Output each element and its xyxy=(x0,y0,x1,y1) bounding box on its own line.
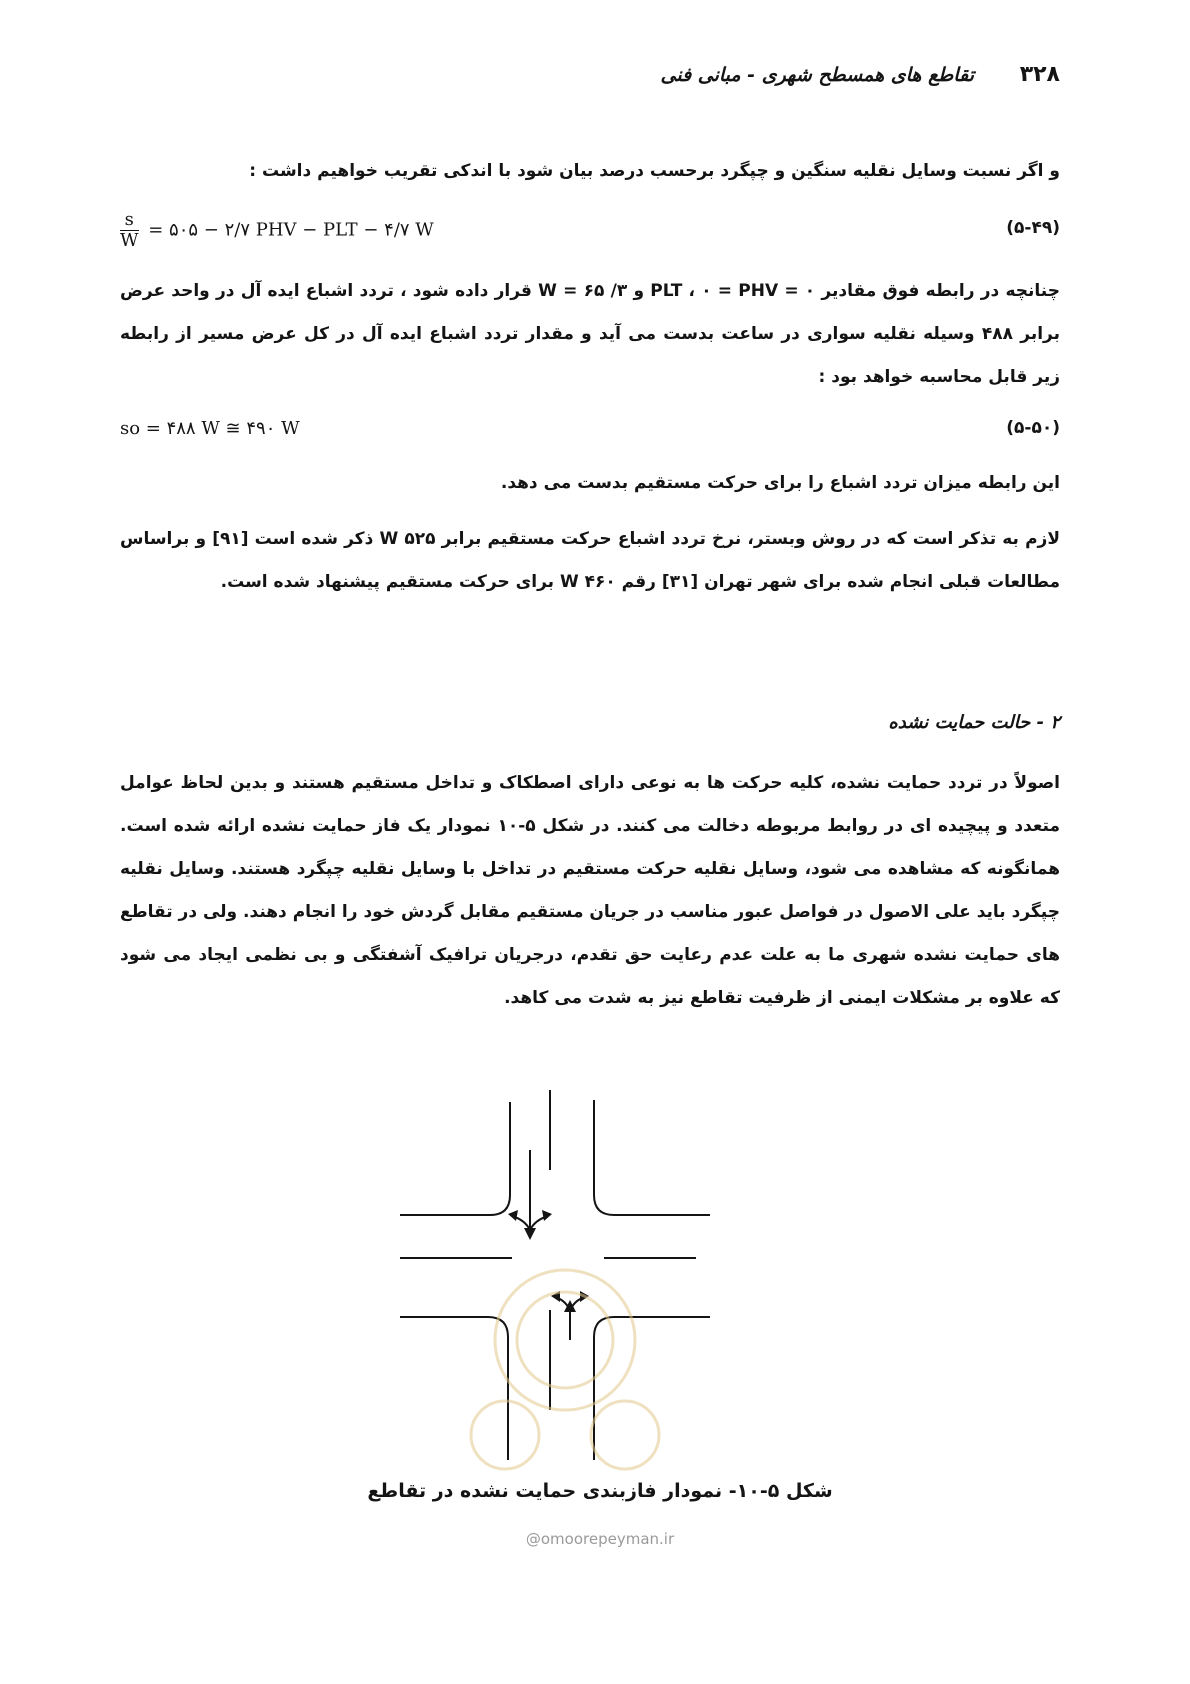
equation-50-number: (۵-۵۰) xyxy=(1006,418,1060,438)
paragraph-saturation: چنانچه در رابطه فوق مقادیر ۰ = PLT ، ۰ = PHV و ۳/ ۶۵ = W قرار داده شود ، تردد اشباع ایده آل در واحد عرض برابر ۴۸۸ وسیله نقلیه سواری در ساعت بدست می آید و مقدار تردد اشباع ایده آل در کل عرض مسیر از رابطه زیر قابل محاسبه خواهد بود : xyxy=(120,281,1060,387)
paragraph-unprotected: اصولاً در تردد حمایت نشده، کلیه حرکت ها به نوعی دارای اصطکاک و تداخل مستقیم هستند و بدین لحاظ عوامل متعدد و پیچیده ای در روابط مربوطه دخالت می کنند. در شکل ۵-۱۰ نمودار یک فاز حمایت نشده ارائه شده است. همانگونه که مشاهده می شود، وسایل نقلیه حرکت مستقیم در تداخل با وسایل نقلیه چپگرد هستند. وسایل نقلیه چپگرد باید علی الاصول در فواصل عبور مناسب در جریان مستقیم مقابل گردش خود را انجام دهند. ولی در تقاطع های حمایت نشده شهری ما به علت عدم رعایت حق تقدم، درجریان ترافیک آشفتگی و بی نظمی ایجاد می شود که علاوه بر مشکلات ایمنی از ظرفیت تقاطع نیز به شدت می کاهد. xyxy=(120,773,1060,1008)
running-title: تقاطع های همسطح شهری - مبانی فنی xyxy=(660,64,974,86)
paragraph-straight-movement: این رابطه میزان تردد اشباع را برای حرکت مستقیم بدست می دهد. xyxy=(500,473,1060,493)
fraction-numerator: s xyxy=(120,210,139,231)
equation-49-rhs: = ۵۰۵ − ۲/۷ PHV − PLT − ۴/۷ W xyxy=(148,219,434,241)
watermark-seal xyxy=(471,1270,659,1469)
arrow-southbound-left-head xyxy=(542,1210,552,1221)
intersection-diagram xyxy=(400,1090,800,1480)
paragraph-intro: و اگر نسبت وسایل نقلیه سنگین و چپگرد برحسب درصد بیان شود با اندکی تقریب خواهیم داشت : xyxy=(249,161,1060,181)
watermark-text: @omoorepeyman.ir xyxy=(525,1530,675,1548)
page-header xyxy=(620,62,1060,96)
curb-northwest xyxy=(400,1102,510,1215)
curb-southwest xyxy=(400,1317,508,1460)
paragraph-webster: لازم به تذکر است که در روش وبستر، نرخ تردد اشباع حرکت مستقیم برابر W ۵۲۵ ذکر شده است [۹۱] و براساس مطالعات قبلی انجام شده برای شهر تهران [۳۱] رقم W ۴۶۰ برای حرکت مستقیم پیشنهاد شده است. xyxy=(120,529,1060,592)
arrow-northbound-head xyxy=(564,1300,576,1312)
arrow-southbound-right-head xyxy=(508,1210,518,1221)
equation-50 xyxy=(120,410,1060,460)
intersection-figure xyxy=(400,1090,800,1480)
curb-southeast xyxy=(594,1317,710,1460)
curb-northeast xyxy=(594,1100,710,1215)
figure-caption: شکل ۵-۱۰- نمودار فازبندی حمایت نشده در تقاطع xyxy=(367,1480,833,1502)
page-number: ۳۲۸ xyxy=(1019,62,1060,87)
equation-49-number: (۵-۴۹) xyxy=(1006,218,1060,238)
fraction-denominator: W xyxy=(120,230,139,251)
section-heading: ۲ - حالت حمایت نشده xyxy=(888,712,1060,733)
equation-50-expression: so = ۴۸۸ W ≅ ۴۹۰ W xyxy=(120,418,300,439)
arrow-southbound-head xyxy=(524,1228,536,1240)
equation-49 xyxy=(120,210,1060,260)
equation-49-expression xyxy=(120,210,434,251)
fraction xyxy=(120,210,139,251)
